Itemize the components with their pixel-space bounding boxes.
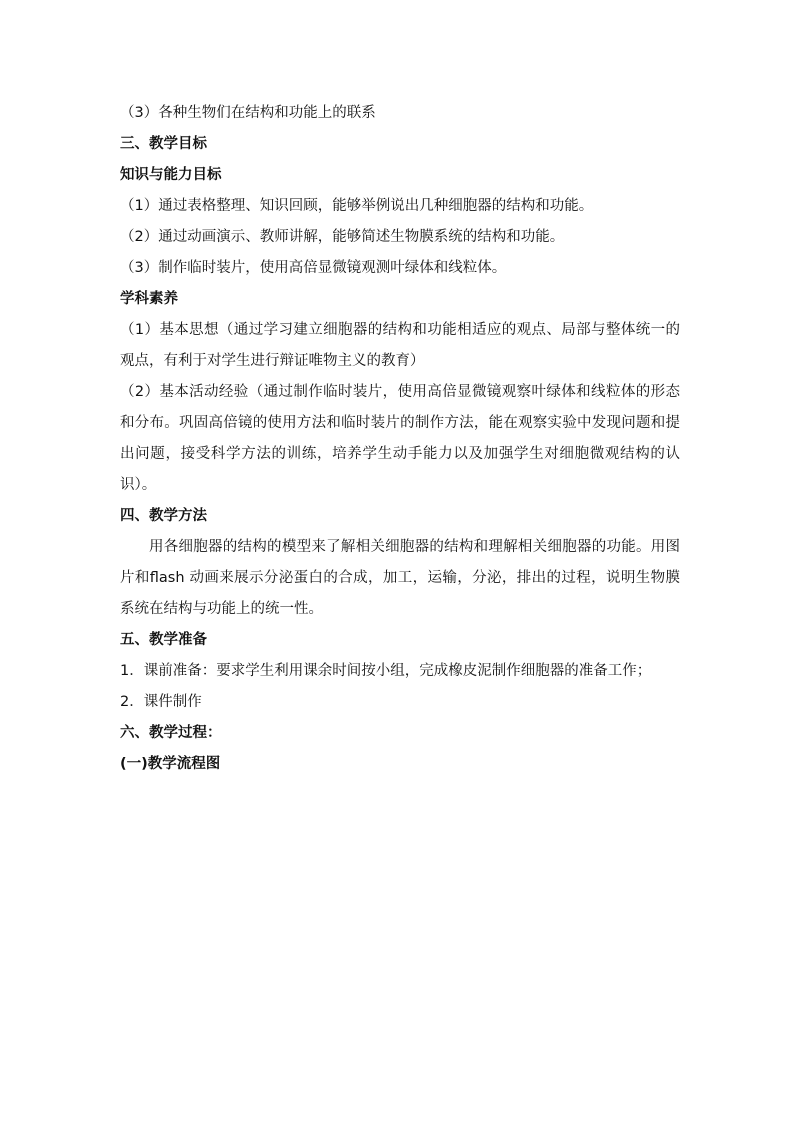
section-heading-preparation: 五、教学准备 (120, 632, 207, 648)
knowledge-item-2: （2）通过动画演示、教师讲解，能够简述生物膜系统的结构和功能。 (120, 229, 565, 245)
section-heading-objectives: 三、教学目标 (120, 136, 207, 152)
knowledge-item-1: （1）通过表格整理、知识回顾，能够举例说出几种细胞器的结构和功能。 (120, 198, 594, 214)
research-item-3: （3）各种生物们在结构和功能上的联系 (120, 105, 376, 121)
section-heading-methods: 四、教学方法 (120, 508, 207, 524)
section-heading-process: 六、教学过程： (120, 725, 222, 741)
preparation-item-1: 1．课前准备：要求学生利用课余时间按小组，完成橡皮泥制作细胞器的准备工作； (120, 663, 652, 679)
knowledge-item-3: （3）制作临时装片，使用高倍显微镜观测叶绿体和线粒体。 (120, 260, 507, 276)
document-body (120, 98, 680, 780)
subheading-flowchart: (一)教学流程图 (120, 756, 221, 772)
subheading-knowledge-ability: 知识与能力目标 (120, 167, 222, 183)
subheading-literacy: 学科素养 (120, 291, 178, 307)
preparation-item-2: 2．课件制作 (120, 694, 202, 710)
literacy-item-2: （2）基本活动经验（通过制作临时装片，使用高倍显微镜观察叶绿体和线粒体的形态和分布。巩固高倍镜的使用方法和临时装片的制作方法，能在观察实验中发现问题和提出问题，接受科学方法的训练，培养学生动手能力以及加强学生对细胞微观结构的认识）。 (120, 384, 680, 493)
literacy-item-1: （1）基本思想（通过学习建立细胞器的结构和功能相适应的观点、局部与整体统一的观点，有利于对学生进行辩证唯物主义的教育） (120, 322, 680, 369)
methods-paragraph: 用各细胞器的结构的模型来了解相关细胞器的结构和理解相关细胞器的功能。用图片和flash 动画来展示分泌蛋白的合成，加工，运输，分泌，排出的过程，说明生物膜系统在结构与功能上的统一性。 (120, 539, 680, 617)
